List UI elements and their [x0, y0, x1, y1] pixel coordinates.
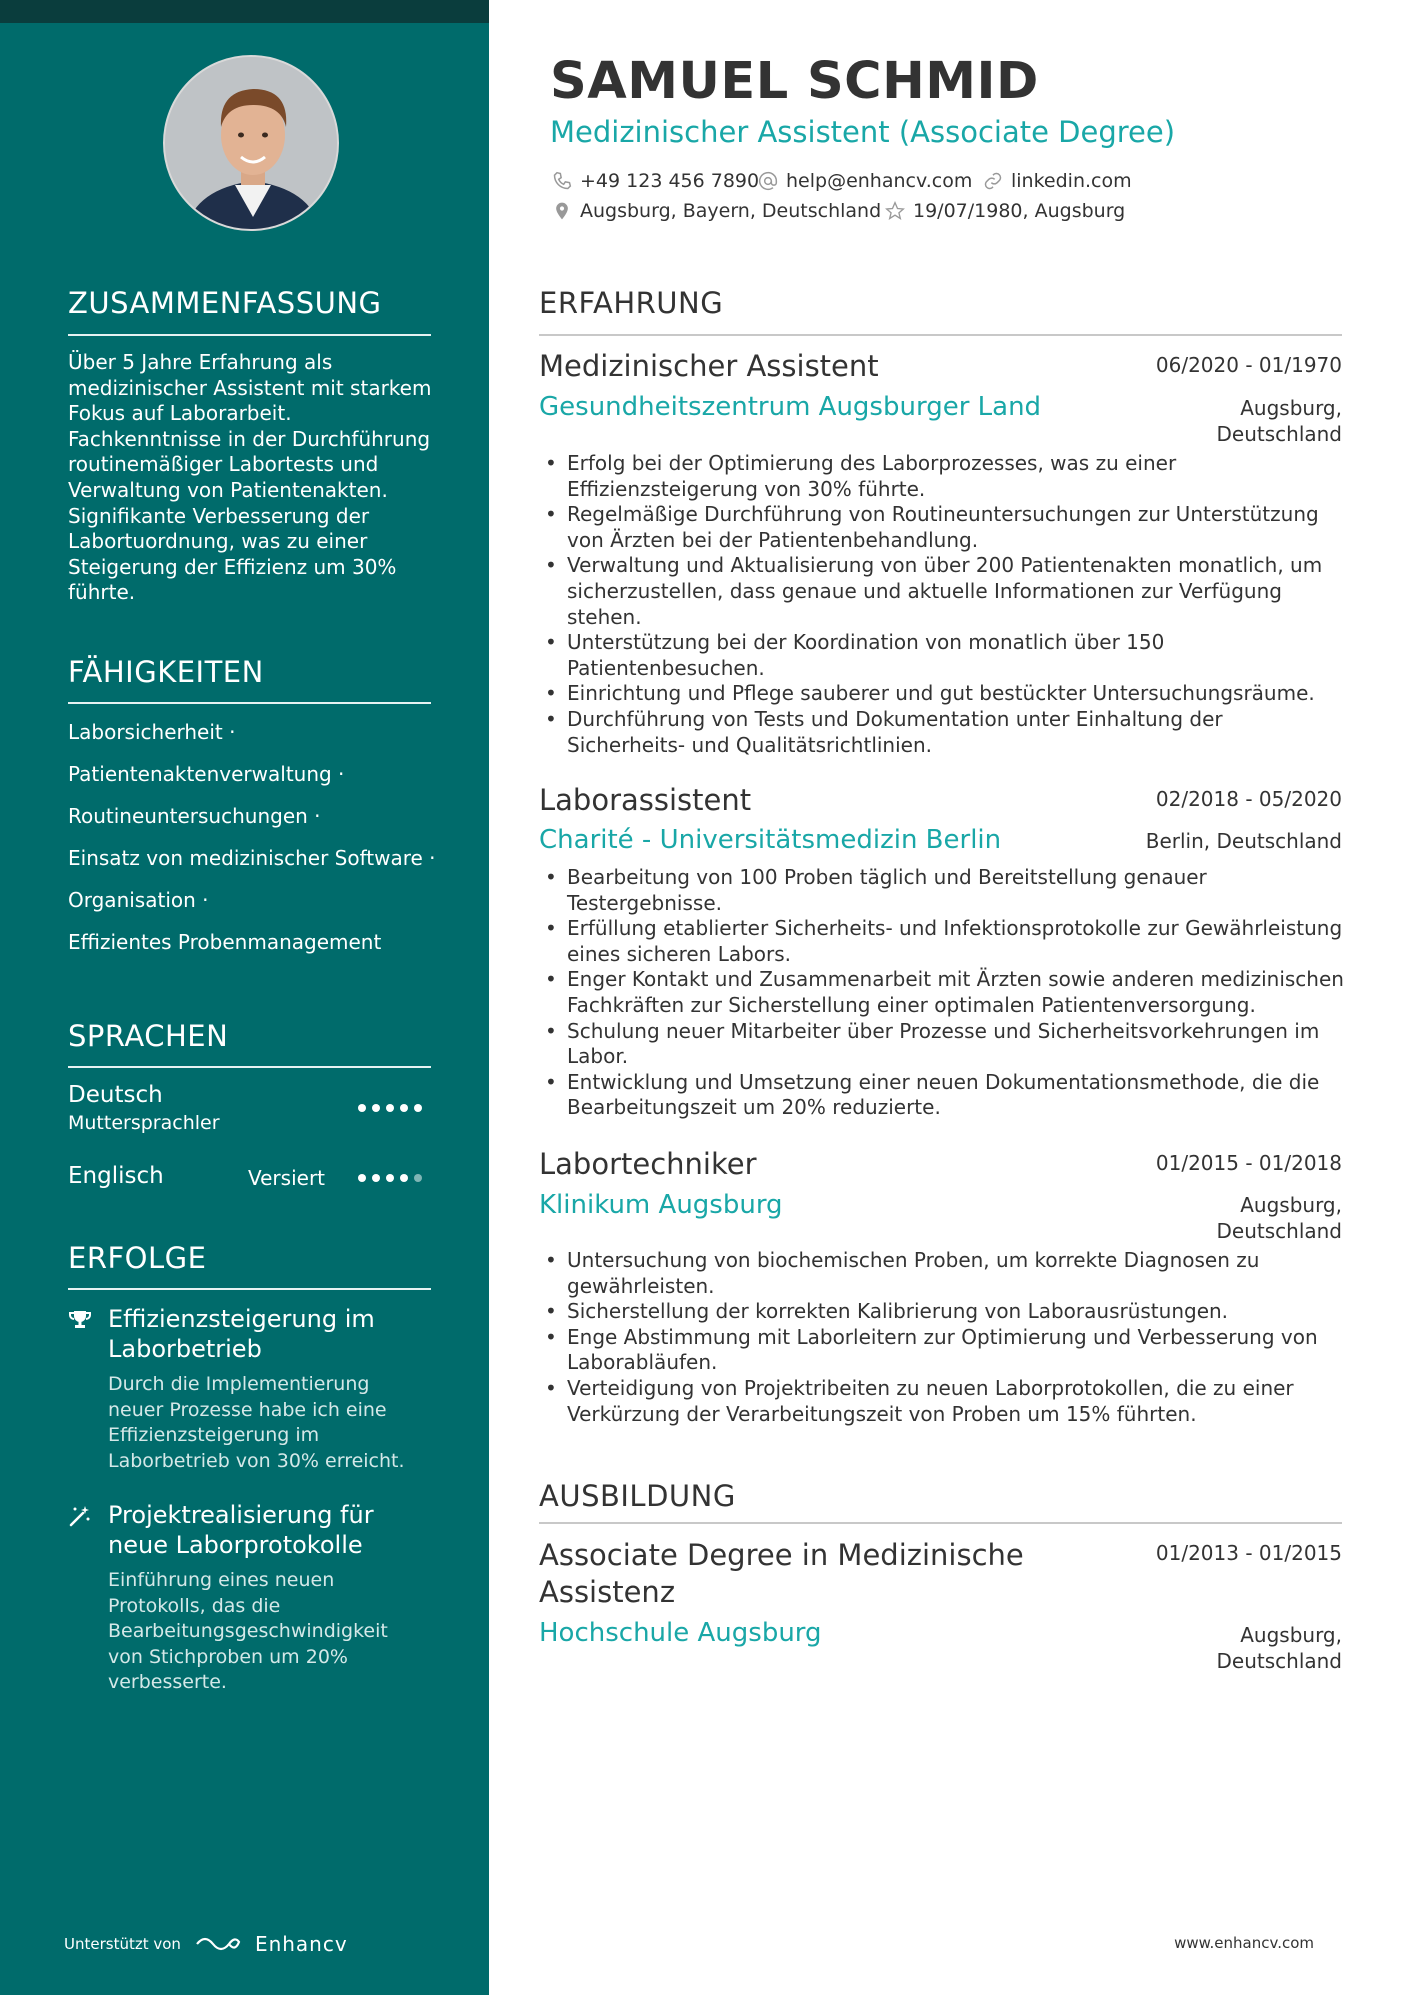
skill-item: Einsatz von medizinischer Software · [68, 846, 436, 870]
education-date: 01/2013 - 01/2015 [1155, 1541, 1342, 1565]
language-rating [358, 1104, 422, 1112]
job-date: 02/2018 - 05/2020 [1155, 787, 1342, 811]
job-title: Labortechniker [539, 1147, 757, 1181]
achievement-title: Effizienzsteigerung im Laborbetrieb [108, 1305, 375, 1363]
contact-phone [552, 170, 759, 192]
rating-dot [358, 1174, 366, 1182]
languages-divider [68, 1066, 431, 1068]
contact-birth [885, 200, 1125, 222]
languages-title: SPRACHEN [68, 1019, 229, 1053]
job-location: Augsburg, Deutschland [1216, 396, 1342, 446]
job-bullets [539, 451, 1344, 758]
location-pin-icon [552, 201, 572, 221]
job-date: 06/2020 - 01/1970 [1155, 353, 1342, 377]
achievement-description: Einführung eines neuen Protokolls, das die Bearbeitungsgeschwindigkeit von Stichproben um 20% verbesserte. [108, 1569, 388, 1694]
job-bullet: • Enger Kontakt und Zusammenarbeit mit Ärzten sowie anderen medizinischen Fachkräften zur Sicherstellung einer optimalen Patientenversorgung. [539, 967, 1344, 1018]
link-icon [983, 171, 1003, 191]
rating-dot [386, 1174, 394, 1182]
powered-by-label: Unterstützt von [64, 1935, 181, 1953]
education-degree: Associate Degree in Medizinische Assistenz [539, 1538, 1024, 1609]
candidate-headline: Medizinischer Assistent (Associate Degree) [550, 115, 1176, 149]
education-school: Hochschule Augsburg [539, 1618, 822, 1648]
job-bullet: • Erfüllung etablierter Sicherheits- und Infektionsprotokolle zur Gewährleistung eines sicheren Labors. [539, 916, 1344, 967]
achievement-title: Projektrealisierung für neue Laborprotokolle [108, 1501, 374, 1559]
job-bullet: • Enge Abstimmung mit Laborleitern zur Optimierung und Verbesserung von Laborabläufen. [539, 1325, 1344, 1376]
education-title: AUSBILDUNG [539, 1479, 736, 1513]
language-name: Deutsch [68, 1082, 163, 1108]
language-level: Versiert [248, 1166, 326, 1190]
magic-wand-icon [68, 1504, 92, 1528]
star-icon [885, 201, 905, 221]
rating-dot [414, 1104, 422, 1112]
phone-icon [552, 171, 572, 191]
experience-divider [539, 334, 1342, 336]
job-location: Berlin, Deutschland [1145, 829, 1342, 853]
contact-location [552, 200, 881, 222]
location-text: Augsburg, Bayern, Deutschland [580, 200, 882, 222]
rating-dot [358, 1104, 366, 1112]
trophy-icon [68, 1308, 92, 1332]
candidate-name: SAMUEL SCHMID [550, 52, 1039, 111]
website-link[interactable]: linkedin.com [1011, 170, 1132, 192]
skills-divider [68, 702, 431, 704]
job-bullets [539, 1248, 1344, 1427]
job-title: Laborassistent [539, 783, 752, 817]
footer-website[interactable]: www.enhancv.com [1174, 1934, 1314, 1952]
job-bullet: • Verwaltung und Aktualisierung von über 200 Patientenakten monatlich, um sicherzustellen, dass genaue und aktuelle Informationen zur Verfügung stehen. [539, 553, 1344, 630]
job-bullet: • Einrichtung und Pflege sauberer und gut bestückter Untersuchungsräume. [539, 681, 1344, 707]
rating-dot [386, 1104, 394, 1112]
avatar [163, 55, 339, 231]
job-bullets [539, 865, 1344, 1121]
education-divider [539, 1522, 1342, 1524]
enhancv-logo-icon [195, 1932, 241, 1956]
sidebar [0, 0, 489, 1995]
rating-dot [414, 1174, 422, 1182]
skills-title: FÄHIGKEITEN [68, 655, 264, 689]
language-name: Englisch [68, 1163, 164, 1189]
at-icon [758, 171, 778, 191]
skill-item: Laborsicherheit · [68, 720, 236, 744]
rating-dot [400, 1174, 408, 1182]
job-bullet: • Erfolg bei der Optimierung des Laborprozesses, was zu einer Effizienzsteigerung von 30% führte. [539, 451, 1344, 502]
achievements-divider [68, 1288, 431, 1290]
job-company: Charité - Universitätsmedizin Berlin [539, 825, 1002, 855]
job-bullet: • Verteidigung von Projektribeiten zu neuen Laborprotokollen, die zu einer Verkürzung der Verarbeitungszeit von Proben um 15% führten. [539, 1376, 1344, 1427]
skill-item: Effizientes Probenmanagement [68, 930, 382, 954]
job-bullet: • Sicherstellung der korrekten Kalibrierung von Laborausrüstungen. [539, 1299, 1344, 1325]
job-bullet: • Regelmäßige Durchführung von Routineuntersuchungen zur Unterstützung von Ärzten bei der Patientenbehandlung. [539, 502, 1344, 553]
phone-text: +49 123 456 7890 [580, 170, 760, 192]
rating-dot [372, 1174, 380, 1182]
job-title: Medizinischer Assistent [539, 349, 879, 383]
powered-by [64, 1932, 348, 1956]
contact-email[interactable] [758, 170, 972, 192]
skill-item: Organisation · [68, 888, 209, 912]
job-bullet: • Unterstützung bei der Koordination von monatlich über 150 Patientenbesuchen. [539, 630, 1344, 681]
job-location: Augsburg, Deutschland [1216, 1193, 1342, 1243]
email-link[interactable]: help@enhancv.com [786, 170, 973, 192]
job-bullet: • Bearbeitung von 100 Proben täglich und Bereitstellung genauer Testergebnisse. [539, 865, 1344, 916]
job-date: 01/2015 - 01/2018 [1155, 1151, 1342, 1175]
skill-item: Patientenaktenverwaltung · [68, 762, 345, 786]
rating-dot [400, 1104, 408, 1112]
job-bullet: • Schulung neuer Mitarbeiter über Prozesse und Sicherheitsvorkehrungen im Labor. [539, 1019, 1344, 1070]
language-rating [358, 1174, 422, 1182]
skill-item: Routineuntersuchungen · [68, 804, 321, 828]
summary-title: ZUSAMMENFASSUNG [68, 286, 382, 320]
achievement-description: Durch die Implementierung neuer Prozesse habe ich eine Effizienzsteigerung im Laborbetrieb von 30% erreicht. [108, 1373, 405, 1472]
job-bullet: • Durchführung von Tests und Dokumentation unter Einhaltung der Sicherheits- und Qualitätsrichtlinien. [539, 707, 1344, 758]
birth-text: 19/07/1980, Augsburg [913, 200, 1126, 222]
achievements-title: ERFOLGE [68, 1241, 207, 1275]
experience-title: ERFAHRUNG [539, 286, 724, 320]
rating-dot [372, 1104, 380, 1112]
language-level: Muttersprachler [68, 1112, 220, 1134]
education-location: Augsburg, Deutschland [1216, 1623, 1342, 1673]
contact-website[interactable] [983, 170, 1132, 192]
sidebar-top-bar [0, 0, 489, 23]
job-company: Gesundheitszentrum Augsburger Land [539, 392, 1042, 422]
summary-text: Über 5 Jahre Erfahrung als medizinischer Assistent mit starkem Fokus auf Laborarbeit. Fachkenntnisse in der Durchführung routinemäßiger Labortests und Verwaltung von Patientenakten. Signifikante Verbesserung der Labortuordnung, was zu einer Steigerung der Effizienz um 30% führte. [68, 350, 432, 605]
summary-divider [68, 334, 431, 336]
job-bullet: • Entwicklung und Umsetzung einer neuen Dokumentationsmethode, die die Bearbeitungszeit um 20% reduzierte. [539, 1070, 1344, 1121]
brand-name: Enhancv [254, 1932, 348, 1956]
job-company: Klinikum Augsburg [539, 1190, 783, 1220]
job-bullet: • Untersuchung von biochemischen Proben, um korrekte Diagnosen zu gewährleisten. [539, 1248, 1344, 1299]
